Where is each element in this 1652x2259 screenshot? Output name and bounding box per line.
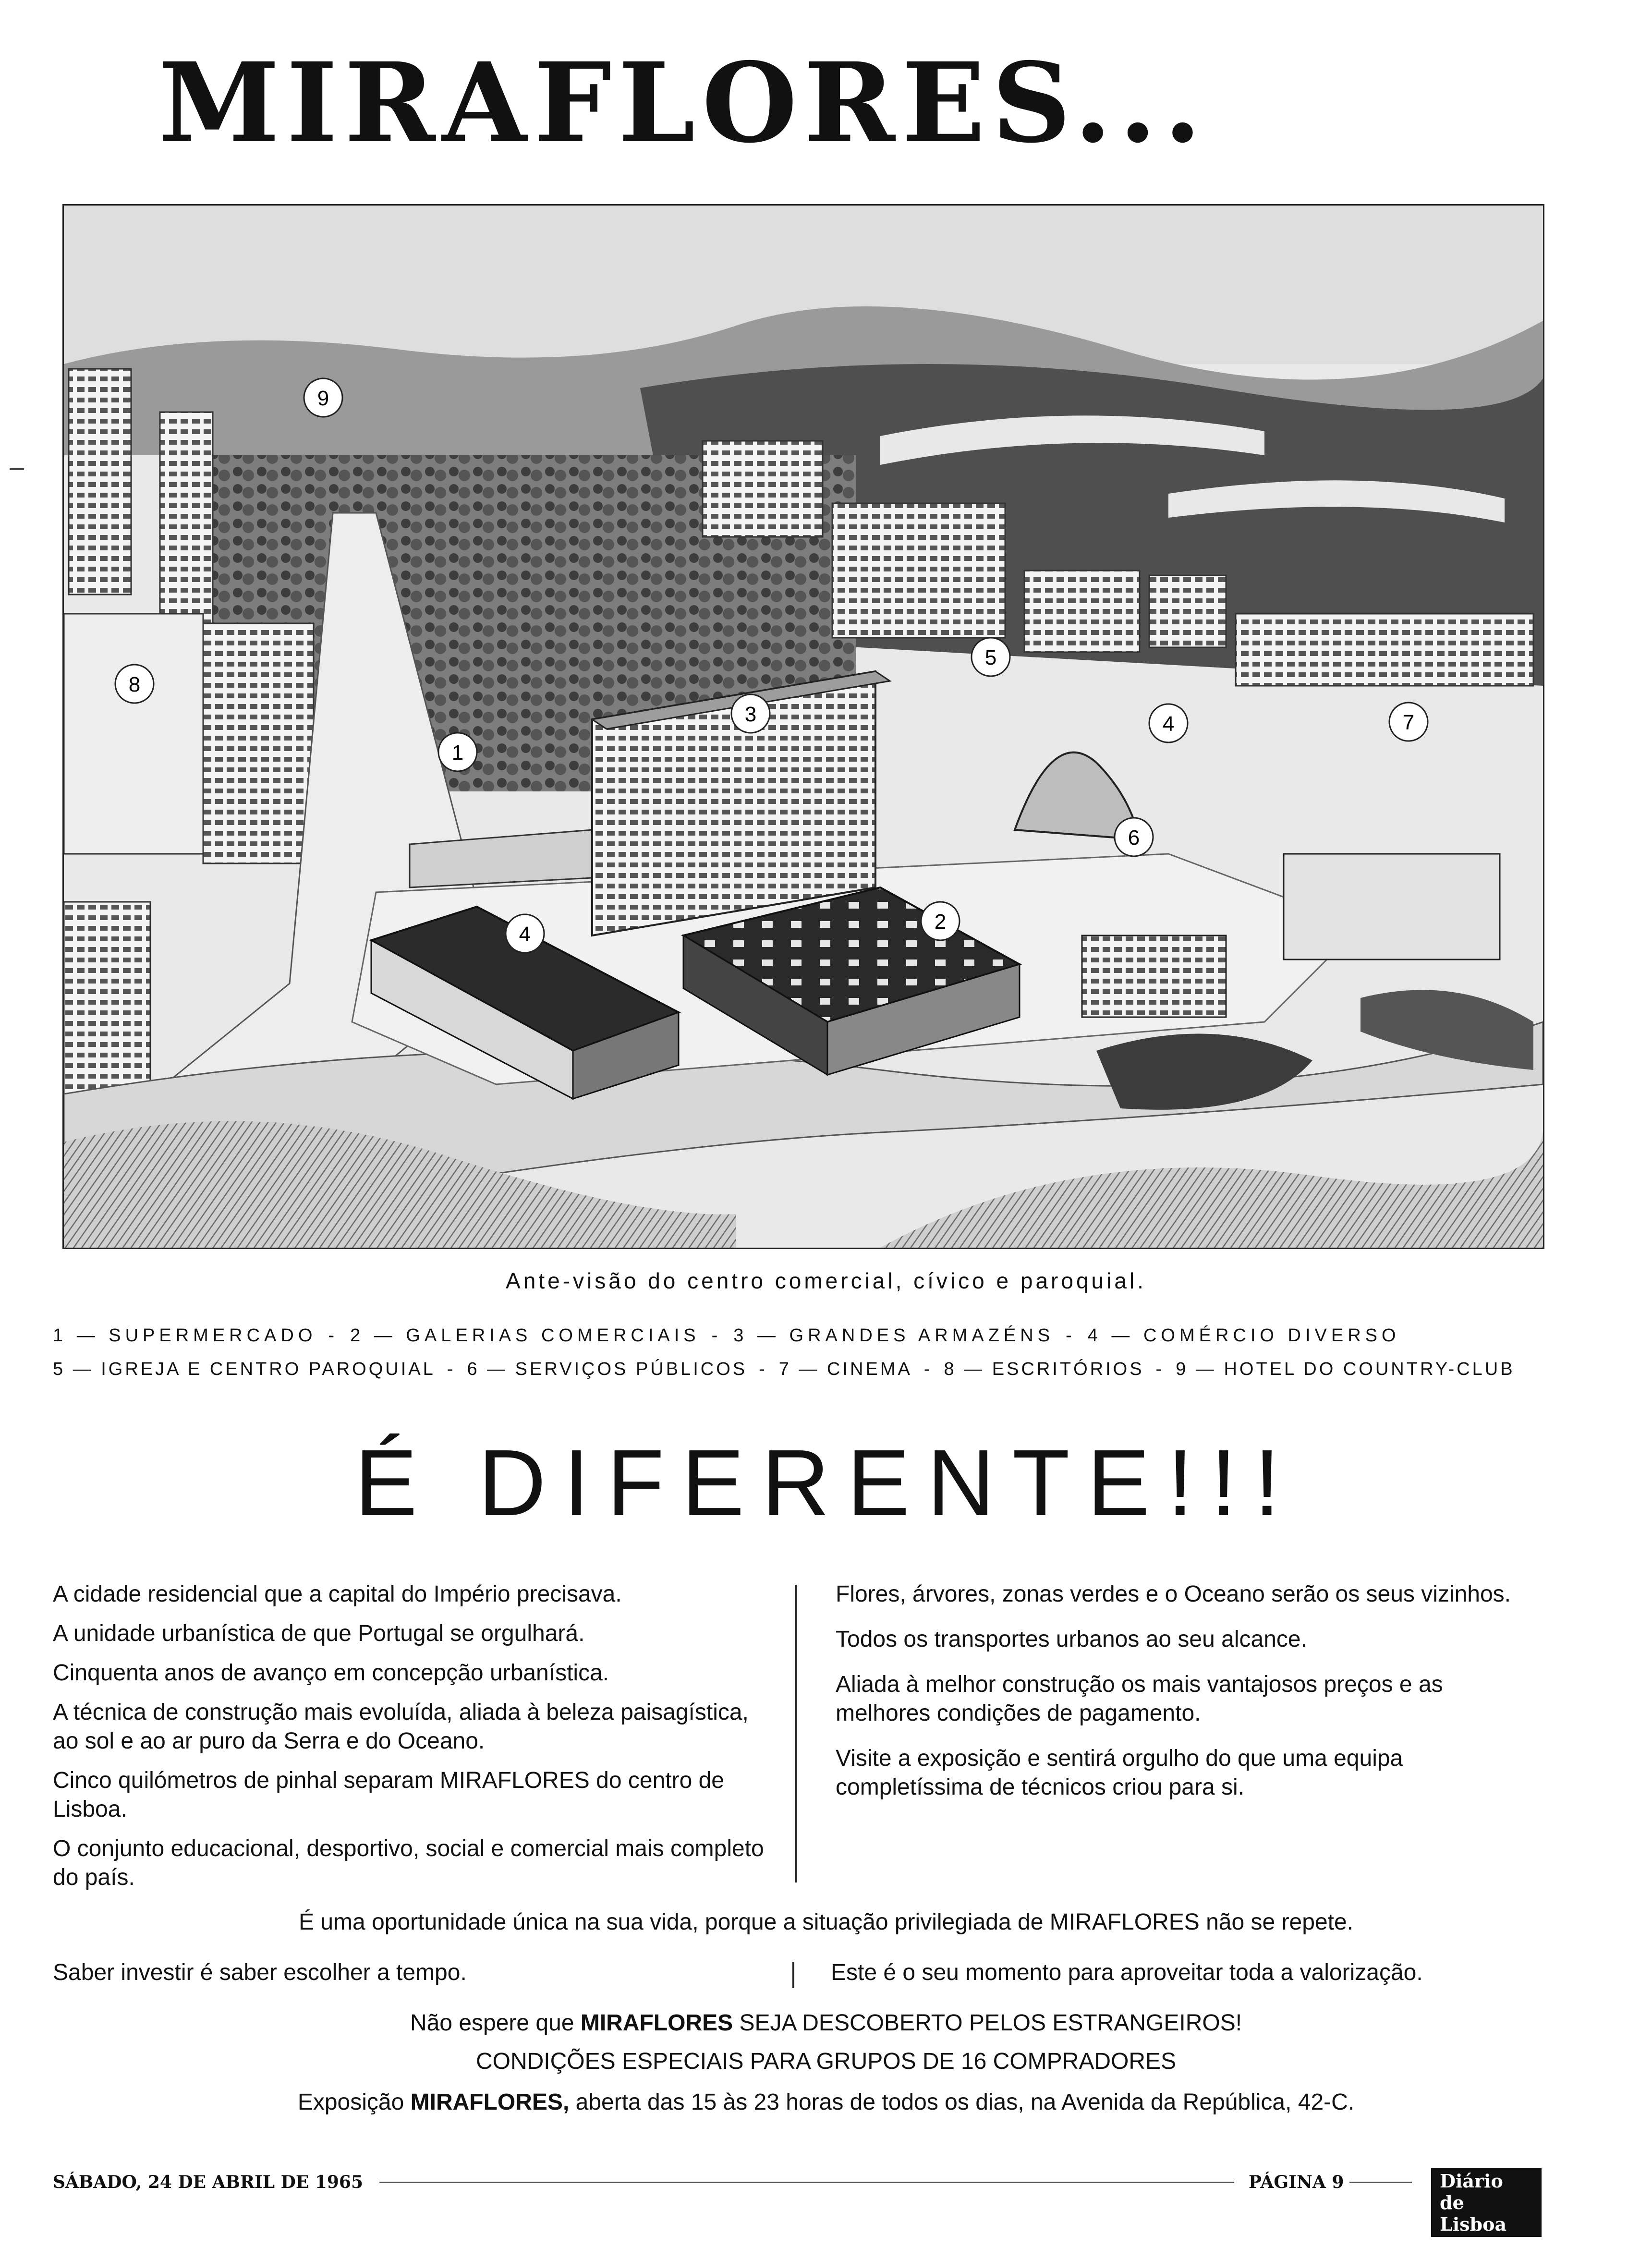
marker-2-label: 2 — [934, 910, 947, 934]
masthead-logo: Diário de Lisboa — [1431, 2168, 1542, 2237]
illustration-caption: Ante-visão do centro comercial, cívico e paroquial. — [506, 1268, 1146, 1293]
right-column — [836, 1580, 1537, 1818]
legend-separator: - — [1155, 1359, 1165, 1379]
left-paragraph: A unidade urbanística de que Portugal se orgulhará. — [53, 1621, 585, 1646]
invest-line: Saber investir é saber escolher a tempo. — [53, 1960, 467, 1985]
footer-rule — [1349, 2182, 1412, 2183]
marker-1-label: 1 — [451, 741, 464, 765]
illustration-drawing — [64, 206, 1543, 1248]
footer-page: PÁGINA 9 — [1249, 2172, 1344, 2192]
marker-3-label: 3 — [744, 703, 757, 726]
closing-3-suffix: aberta das 15 às 23 horas de todos os dias, na Avenida da República, 42-C. — [569, 2089, 1355, 2115]
left-paragraph: Cinquenta anos de avanço em concepção urbanística. — [53, 1660, 609, 1686]
legend-item-1: 1 — SUPERMERCADO — [53, 1325, 317, 1346]
legend-item-8: 8 — ESCRITÓRIOS — [944, 1359, 1144, 1379]
right-paragraph: Visite a exposição e sentirá orgulho do que uma equipa completíssima de técnicos criou para si. — [836, 1746, 1403, 1800]
closing-line-2: CONDIÇÕES ESPECIAIS PARA GRUPOS DE 16 COMPRADORES — [475, 2049, 1177, 2074]
closing-1-brand: MIRAFLORES — [580, 2010, 733, 2036]
footer-rule — [379, 2182, 1234, 2183]
marker-8-label: 8 — [128, 673, 141, 696]
right-paragraph: Aliada à melhor construção os mais vantajosos preços e as melhores condições de pagamento. — [836, 1672, 1443, 1726]
legend-item-2: 2 — GALERIAS COMERCIAIS — [350, 1325, 700, 1346]
right-paragraph: Todos os transportes urbanos ao seu alcance. — [836, 1627, 1307, 1652]
legend-line-1 — [53, 1325, 1599, 1346]
legend-separator: - — [923, 1359, 933, 1379]
legend-item-6: 6 — SERVIÇOS PÚBLICOS — [467, 1359, 748, 1379]
closing-1-prefix: Não espere que — [410, 2010, 581, 2036]
short-divider — [792, 1962, 794, 1988]
legend-separator: - — [711, 1325, 722, 1346]
headline: MIRAFLORES... — [158, 38, 1209, 167]
legend-item-9: 9 — HOTEL DO COUNTRY-CLUB — [1176, 1359, 1515, 1379]
legend-separator: - — [447, 1359, 456, 1379]
legend-separator: - — [759, 1359, 767, 1379]
legend-line-2 — [53, 1359, 1599, 1380]
closing-3-prefix: Exposição — [297, 2089, 411, 2115]
marker-7-label: 7 — [1402, 711, 1415, 734]
left-paragraph: Cinco quilómetros de pinhal separam MIRAFLORES do centro de Lisboa. — [53, 1768, 724, 1822]
tagline: É DIFERENTE!!! — [354, 1430, 1298, 1535]
legend-item-4: 4 — COMÉRCIO DIVERSO — [1087, 1325, 1400, 1346]
marker-4-right-label: 4 — [1162, 712, 1175, 736]
legend-item-5: 5 — IGREJA E CENTRO PAROQUIAL — [53, 1359, 436, 1379]
left-paragraph: O conjunto educacional, desportivo, social e comercial mais completo do país. — [53, 1836, 764, 1890]
closing-3-brand: MIRAFLORES, — [410, 2089, 570, 2115]
opportunity-line: É uma oportunidade única na sua vida, porque a situação privilegiada de MIRAFLORES não se repete. — [299, 1909, 1353, 1935]
right-paragraph: Flores, árvores, zonas verdes e o Oceano serão os seus vizinhos. — [836, 1581, 1511, 1607]
legend-item-3: 3 — GRANDES ARMAZÉNS — [733, 1325, 1055, 1346]
left-paragraph: A cidade residencial que a capital do Império precisava. — [53, 1581, 622, 1607]
legend-separator: - — [328, 1325, 339, 1346]
closing-1-suffix: SEJA DESCOBERTO PELOS ESTRANGEIROS! — [733, 2010, 1242, 2036]
page-footer — [53, 2168, 1542, 2235]
marker-5-label: 5 — [984, 646, 997, 669]
left-paragraph: A técnica de construção mais evoluída, aliada à beleza paisagística, ao sol e ao ar puro da Serra e do Oceano. — [53, 1700, 749, 1754]
marker-9-label: 9 — [317, 387, 329, 410]
footer-date: SÁBADO, 24 DE ABRIL DE 1965 — [53, 2172, 363, 2192]
left-column — [53, 1580, 773, 1903]
legend-separator: - — [1066, 1325, 1076, 1346]
marker-6-label: 6 — [1128, 826, 1140, 850]
column-divider — [795, 1585, 797, 1882]
marker-4-left-label: 4 — [519, 923, 531, 946]
margin-tick — [10, 468, 24, 470]
moment-line: Este é o seu momento para aproveitar toda a valorização. — [831, 1960, 1423, 1985]
closing-line-1 — [0, 2010, 1652, 2036]
legend-item-7: 7 — CINEMA — [778, 1359, 912, 1379]
closing-line-3 — [0, 2089, 1652, 2115]
aerial-illustration — [62, 204, 1544, 1249]
